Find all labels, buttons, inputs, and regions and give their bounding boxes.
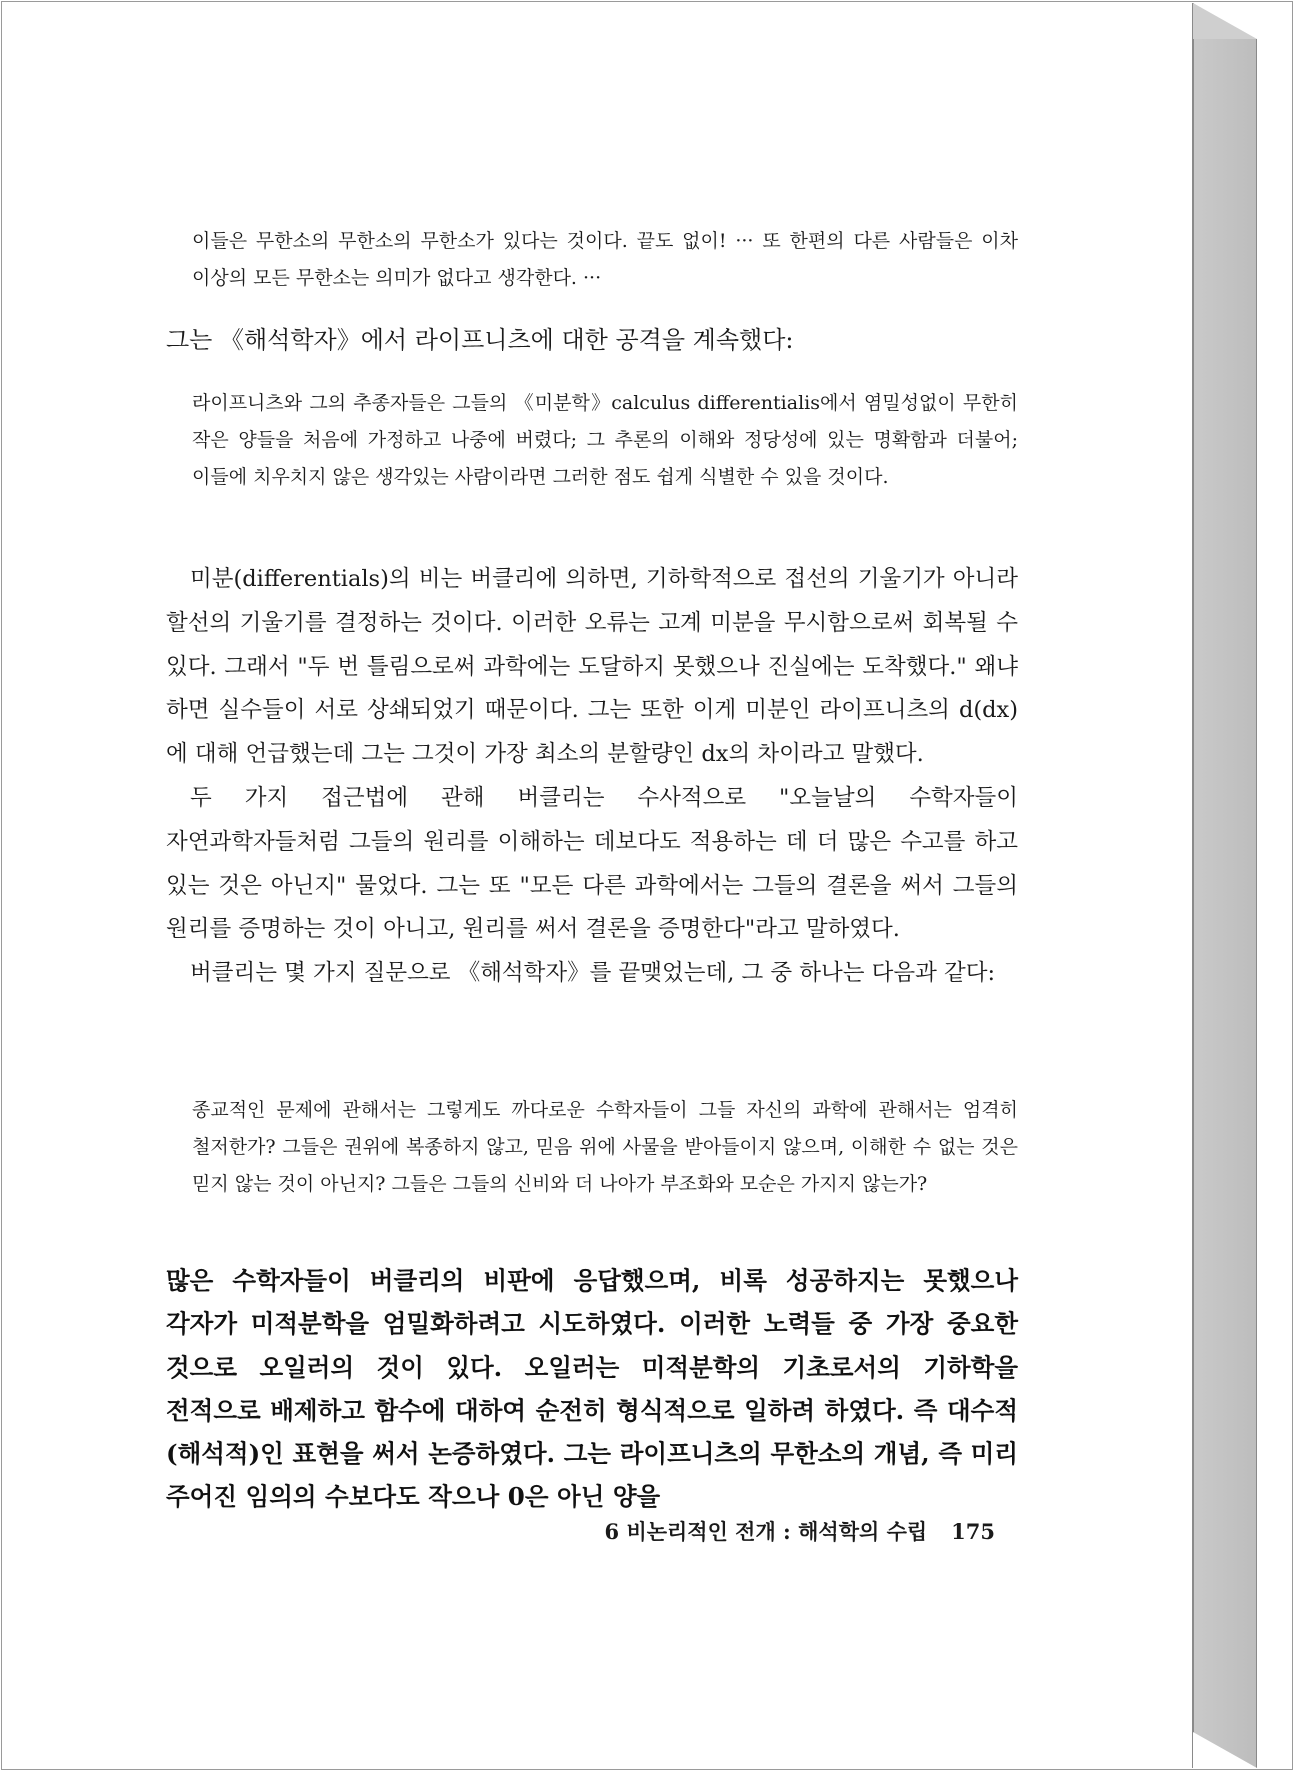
chapter-title: 6 비논리적인 전개 : 해석학의 수립 (604, 1519, 928, 1544)
paragraph-3: 버클리는 몇 가지 질문으로 《해석학자》를 끝맺었는데, 그 중 하나는 다음과 같다: (190, 960, 996, 987)
running-footer (575, 1516, 995, 1546)
paragraph-4: 많은 수학자들이 버클리의 비판에 응답했으며, 비록 성공하지는 못했으나 각자가 미적분학을 엄밀화하려고 시도하였다. 이러한 노력들 중 가장 중요한 것으로 오일러의 것이 있다. 오일러는 미적분학의 기초로서의 기하학을 전적으로 배제하고 함수에 대하여 순전히 형식적으로 일하려 하였다. 즉 대수적(해석적)인 표현을 써서 논증하였다. 그는 라이프니츠의 무한소의 개념, 즉 미리 주어진 임의의 수보다도 작으나 0은 아닌 양을 (166, 1266, 1018, 1512)
paragraph-1: 미분(differentials)의 비는 버클리에 의하면, 기하학적으로 접선의 기울기가 아니라 할선의 기울기를 결정하는 것이다. 이러한 오류는 고계 미분을 무시함으로써 회복될 수 있다. 그래서 "두 번 틀림으로써 과학에는 도달하지 못했으나 진실에는 도착했다." 왜냐 하면 실수들이 서로 상쇄되었기 때문이다. 그는 또한 이게 미분인 라이프니츠의 d(dx)에 대해 언급했는데 그는 그것이 가장 최소의 분할량인 dx의 차이라고 말했다. (166, 566, 1018, 768)
paragraph-2: 두 가지 접근법에 관해 버클리는 수사적으로 "오늘날의 수학자들이 자연과학자들처럼 그들의 원리를 이해하는 데보다도 적용하는 데 더 많은 수고를 하고 있는 것은 아닌지" 물었다. 그는 또 "모든 다른 과학에서는 그들의 결론을 써서 그들의 원리를 증명하는 것이 아니고, 원리를 써서 결론을 증명한다"라고 말하였다. (166, 784, 1018, 943)
body-text-intro: 그는 《해석학자》에서 라이프니츠에 대한 공격을 계속했다: (166, 326, 794, 354)
book-edge (1193, 39, 1257, 1768)
main-text (166, 558, 1018, 996)
book-edge-bottom (1193, 1732, 1257, 1768)
block-quote-3: 종교적인 문제에 관해서는 그렇게도 까다로운 수학자들이 그들 자신의 과학에 관해서는 엄격히 철저한가? 그들은 권위에 복종하지 않고, 믿음 위에 사물을 받아들이지 않으며, 이해한 수 없는 것은 믿지 않는 것이 아닌지? 그들은 그들의 신비와 더 나아가 부조화와 모순은 가지지 않는가? (192, 1099, 1018, 1195)
page-number: 175 (951, 1519, 995, 1544)
block-quote-2: 라이프니츠와 그의 추종자들은 그들의 《미분학》calculus differentialis에서 염밀성없이 무한히 작은 양들을 처음에 가정하고 나중에 버렸다; 그 추론의 이해와 정당성에 있는 명확함과 더불어; 이들에 치우치지 않은 생각있는 사람이라면 그러한 점도 쉽게 식별한 수 있을 것이다. (192, 392, 1018, 488)
book-edge-top (1193, 3, 1257, 39)
block-quote-1: 이들은 무한소의 무한소의 무한소가 있다는 것이다. 끝도 없이! ··· 또 한편의 다른 사람들은 이차 이상의 모든 무한소는 의미가 없다고 생각한다. ··· (192, 230, 1018, 289)
